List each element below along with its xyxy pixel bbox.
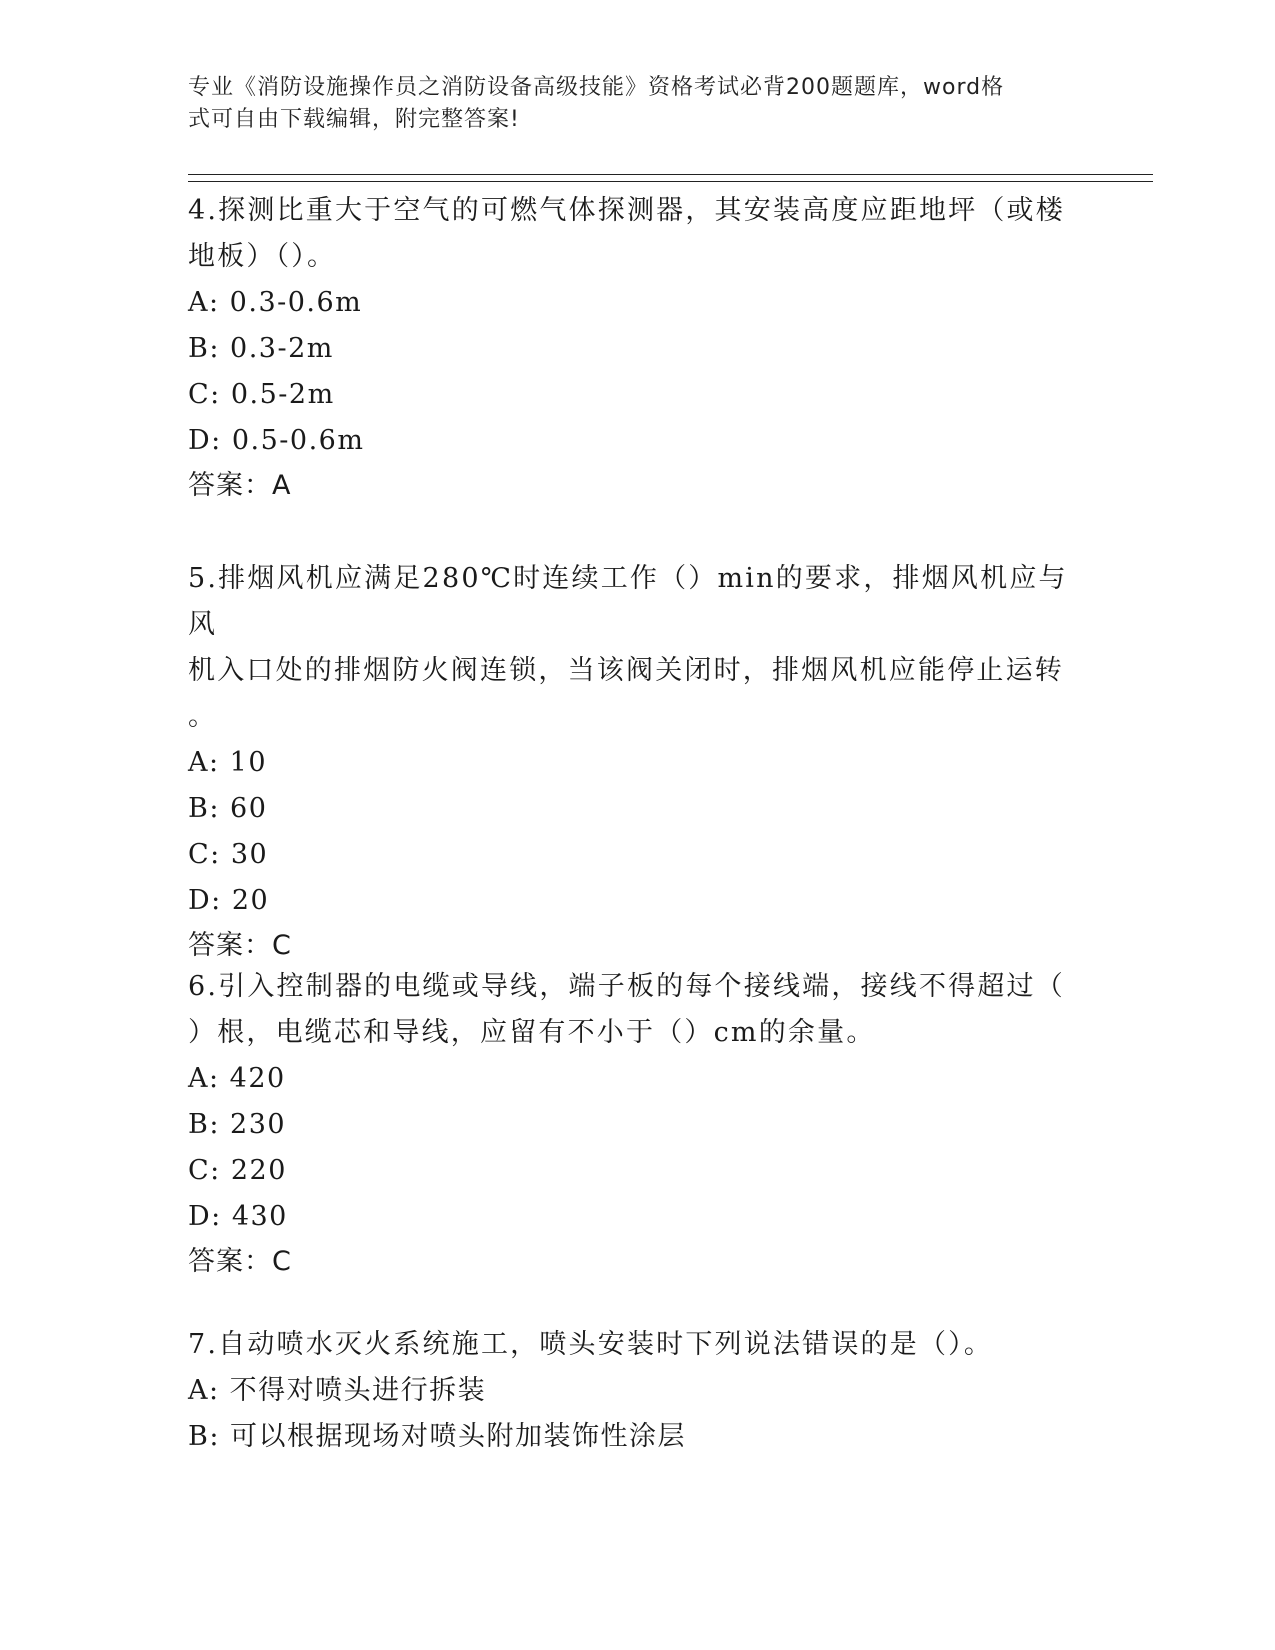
option-d: D: 20 [188, 885, 270, 916]
option-a: A: 10 [188, 747, 268, 778]
question-4 [188, 188, 1068, 508]
option-d: D: 430 [188, 1201, 288, 1232]
answer-label: 答案：A [188, 470, 292, 501]
question-text-line: 7.自动喷水灭火系统施工，喷头安装时下列说法错误的是（）。 [188, 1329, 994, 1360]
option-c: C: 0.5-2m [188, 379, 335, 410]
header-divider-top [188, 174, 1153, 175]
question-text-line: 地板）（）。 [188, 241, 337, 272]
option-c: C: 30 [188, 839, 269, 870]
question-text-line: 4.探测比重大于空气的可燃气体探测器，其安装高度应距地坪（或楼 [188, 195, 1065, 226]
answer-label: 答案：C [188, 930, 292, 961]
option-b: B: 230 [188, 1109, 287, 1140]
question-text-line: 。 [188, 701, 218, 732]
header-divider-bottom [188, 181, 1153, 182]
question-text-line: 6.引入控制器的电缆或导线，端子板的每个接线端，接线不得超过（ [188, 971, 1065, 1002]
option-b: B: 60 [188, 793, 268, 824]
option-a: A: 0.3-0.6m [188, 287, 363, 318]
option-b: B: 可以根据现场对喷头附加装饰性涂层 [188, 1421, 687, 1452]
question-text-line: 5.排烟风机应满足280℃时连续工作（）min的要求，排烟风机应与风 [188, 563, 1068, 640]
option-a: A: 420 [188, 1063, 286, 1094]
answer-label: 答案：C [188, 1246, 292, 1277]
question-5 [188, 556, 1068, 968]
header-line-2: 式可自由下载编辑，附完整答案! [188, 107, 520, 132]
document-header [188, 72, 1068, 136]
question-text-line: 机入口处的排烟防火阀连锁，当该阀关闭时，排烟风机应能停止运转 [188, 655, 1064, 686]
header-line-1: 专业《消防设施操作员之消防设备高级技能》资格考试必背200题题库，word格 [188, 75, 1005, 100]
option-d: D: 0.5-0.6m [188, 425, 365, 456]
question-text-line: ）根，电缆芯和导线，应留有不小于（）cm的余量。 [188, 1017, 876, 1048]
option-b: B: 0.3-2m [188, 333, 334, 364]
question-7 [188, 1322, 1068, 1460]
option-a: A: 不得对喷头进行拆装 [188, 1375, 487, 1406]
option-c: C: 220 [188, 1155, 287, 1186]
question-6 [188, 964, 1068, 1284]
